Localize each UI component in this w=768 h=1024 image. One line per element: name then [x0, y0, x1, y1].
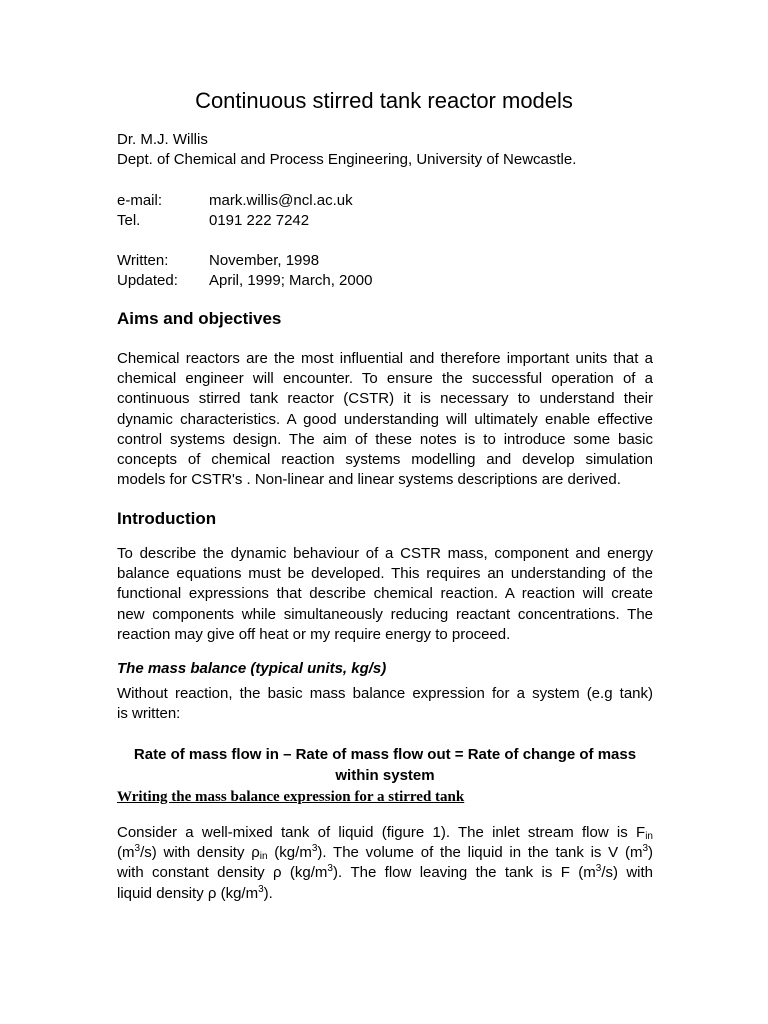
intro-line: new components while simultaneously reducing reactant concentrations. The: [117, 605, 653, 623]
aims-line: Chemical reactors are the most influential and therefore important units that a: [117, 350, 653, 367]
intro-line: reaction may give off heat or my require energy to proceed.: [117, 625, 511, 643]
intro-line: To describe the dynamic behaviour of a CSTR mass, component and energy: [117, 545, 653, 562]
equation-line: within system: [335, 767, 435, 784]
mass-balance-line: Without reaction, the basic mass balance expression for a system (e.g tank): [117, 685, 653, 702]
consider-line: liquid density ρ $(kg/m^3)$.: [117, 883, 273, 902]
tel-value: 0191 222 7242: [209, 212, 310, 229]
updated-value: April, 1999; March, 2000: [209, 272, 373, 289]
mass-balance-equation: [117, 744, 653, 786]
intro-line: functional expressions that describe chemical reaction. A reaction will create: [117, 585, 653, 603]
aims-line: dynamic characteristics. A good understanding will ultimately enable effective: [117, 410, 653, 428]
email-value: mark.willis@ncl.ac.uk: [209, 192, 353, 209]
aims-line: chemical engineer will encounter. To ensure the successful operation of a: [117, 370, 653, 388]
introduction-paragraph: [117, 544, 653, 645]
author-affiliation: Dept. of Chemical and Process Engineering, University of Newcastle.: [117, 151, 577, 168]
introduction-heading: Introduction: [117, 509, 217, 528]
document-title: Continuous stirred tank reactor models: [195, 88, 573, 113]
mass-balance-paragraph: [117, 684, 653, 724]
aims-line: models for CSTR's . Non-linear and linear systems descriptions are derived.: [117, 471, 621, 489]
intro-line: balance equations must be developed. This requires an understanding of the: [117, 565, 653, 583]
written-label: Written:: [117, 252, 169, 269]
mass-balance-heading: The mass balance (typical units, kg/s): [117, 660, 387, 677]
updated-label: Updated:: [117, 272, 178, 289]
aims-heading: Aims and objectives: [117, 309, 282, 328]
email-label: e-mail:: [117, 192, 163, 209]
aims-paragraph: [117, 349, 653, 490]
aims-line: control systems design. The aim of these notes is to introduce some basic: [117, 430, 653, 448]
written-value: November, 1998: [209, 252, 320, 269]
aims-line: concepts of chemical reaction systems modelling and develop simulation: [117, 450, 653, 468]
stirred-tank-heading: Writing the mass balance expression for a stirred tank: [117, 789, 465, 805]
consider-line: $(m^3/s)$ with density $\rho_{in}$ $(kg/m^3)$. The volume of the liquid in the tank is V $(m^3)$: [117, 843, 653, 863]
aims-line: continuous stirred tank reactor (CSTR) it is necessary to understand their: [117, 390, 653, 408]
mass-balance-line: is written:: [117, 705, 181, 723]
equation-line: Rate of mass flow in – Rate of mass flow out = Rate of change of mass: [133, 746, 637, 763]
author-name: Dr. M.J. Willis: [117, 131, 208, 148]
tel-label: Tel.: [117, 212, 141, 229]
consider-line: with constant density ρ $(kg/m^3)$. The flow leaving the tank is F $(m^3/s)$ with: [117, 863, 654, 882]
consider-line: Consider a well-mixed tank of liquid (figure 1). The inlet stream flow is $F_{in}$: [117, 824, 653, 842]
consider-paragraph: [117, 823, 653, 904]
